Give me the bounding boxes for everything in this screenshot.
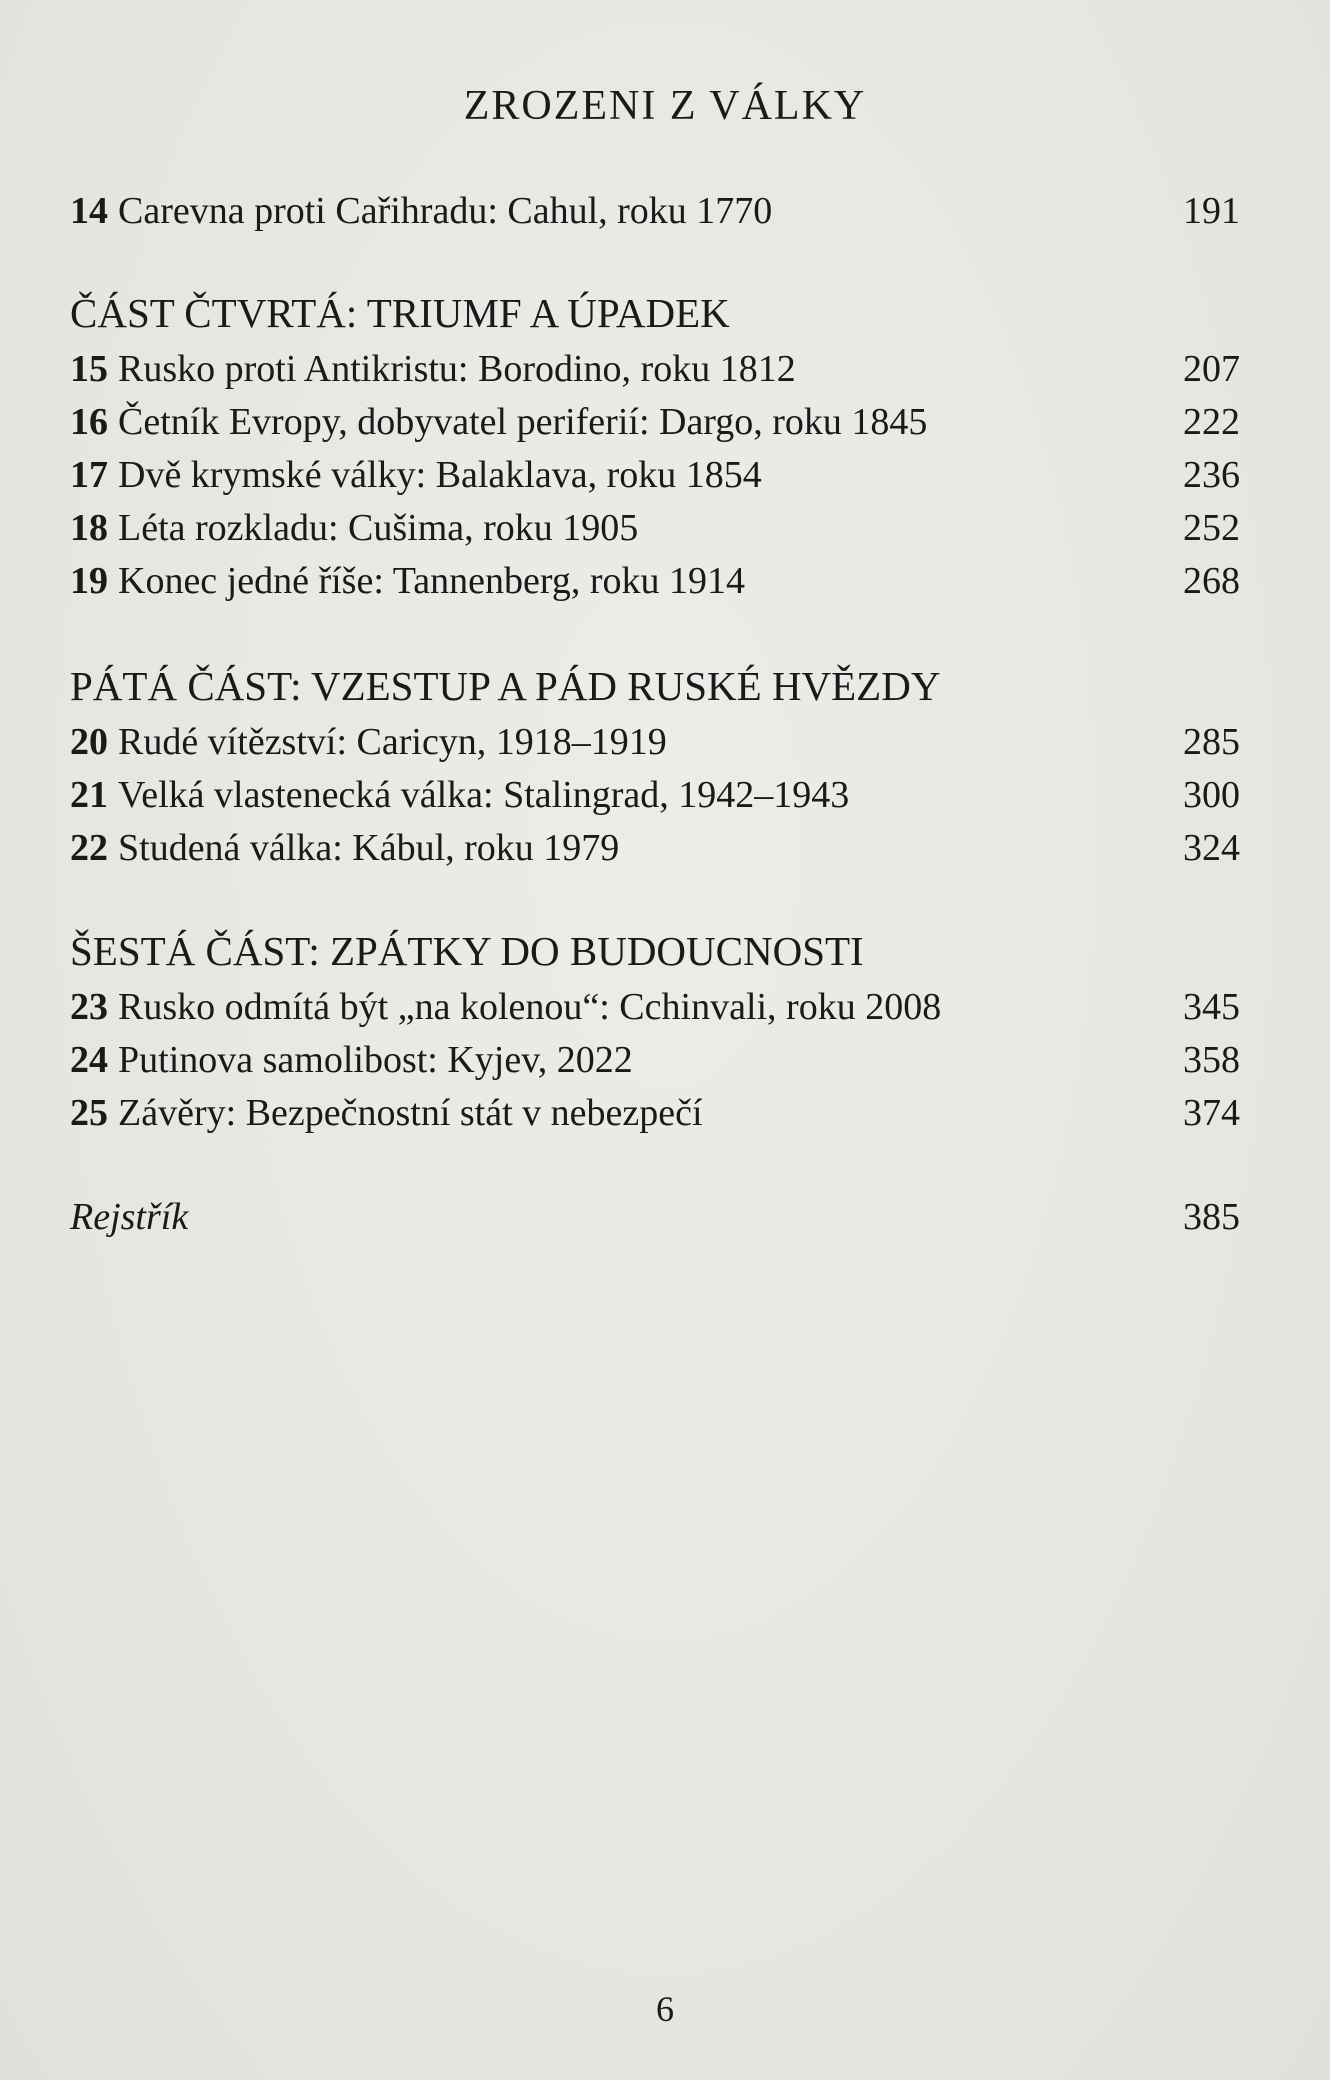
page-number: 358 [1183,1039,1240,1081]
toc-entry[interactable] [70,769,1240,822]
toc-entry[interactable] [70,343,1240,396]
running-head: ZROZENI Z VÁLKY [463,83,867,129]
toc-entry[interactable] [70,449,1240,502]
page-number: 191 [1183,190,1240,232]
page-number: 207 [1183,348,1240,390]
part-heading: ČÁST ČTVRTÁ: TRIUMF A ÚPADEK [70,290,730,336]
chapter-title: Velká vlastenecká válka: Stalingrad, 1942–1943 [118,774,850,816]
chapter-title: Studená válka: Kábul, roku 1979 [118,827,620,869]
page-number: 300 [1183,774,1240,816]
chapter-number: 25 [70,1092,108,1134]
chapter-title: Konec jedné říše: Tannenberg, roku 1914 [118,560,745,602]
toc-entry[interactable] [70,555,1240,608]
chapter-number: 24 [70,1039,108,1081]
chapter-number: 18 [70,507,108,549]
toc-entry[interactable] [70,502,1240,555]
toc-entry[interactable] [70,1087,1240,1140]
chapter-title: Četník Evropy, dobyvatel periferií: Dargo, roku 1845 [118,401,928,443]
chapter-number: 21 [70,774,108,816]
chapter-number: 20 [70,721,108,763]
page-number: 345 [1183,986,1240,1028]
toc-entry-index[interactable] [70,1191,1240,1244]
toc-entry[interactable] [70,981,1240,1034]
page-number: 385 [1183,1196,1240,1238]
toc-block-part3-end [70,185,1240,238]
chapter-title: Rudé vítězství: Caricyn, 1918–1919 [118,721,667,763]
chapter-title: Léta rozkladu: Cušima, roku 1905 [118,507,639,549]
page-number: 374 [1183,1092,1240,1134]
chapter-title: Rusko proti Antikristu: Borodino, roku 1812 [118,348,796,390]
index-title: Rejstřík [70,1196,189,1238]
page-number: 268 [1183,560,1240,602]
chapter-title: Závěry: Bezpečnostní stát v nebezpečí [118,1092,703,1134]
toc-entry[interactable] [70,185,1240,238]
page-number: 236 [1183,454,1240,496]
chapter-number: 16 [70,401,108,443]
page-number: 222 [1183,401,1240,443]
part-heading: PÁTÁ ČÁST: VZESTUP A PÁD RUSKÉ HVĚZDY [70,663,941,709]
toc-entry[interactable] [70,396,1240,449]
chapter-title: Carevna proti Cařihradu: Cahul, roku 1770 [118,190,773,232]
toc-entry[interactable] [70,1034,1240,1087]
toc-part-4 [70,283,1240,608]
chapter-title: Putinova samolibost: Kyjev, 2022 [118,1039,633,1081]
page-number: 285 [1183,721,1240,763]
page-number: 324 [1183,827,1240,869]
chapter-number: 17 [70,454,108,496]
chapter-number: 14 [70,190,108,232]
chapter-number: 19 [70,560,108,602]
toc-entry[interactable] [70,716,1240,769]
folio-page-number: 6 [656,1989,674,2029]
toc-part-5 [70,656,1240,875]
chapter-number: 23 [70,986,108,1028]
toc-part-6 [70,921,1240,1140]
chapter-title: Dvě krymské války: Balaklava, roku 1854 [118,454,762,496]
chapter-number: 22 [70,827,108,869]
toc-index [70,1191,1240,1244]
chapter-title: Rusko odmítá být „na kolenou“: Cchinvali, roku 2008 [118,986,942,1028]
part-heading: ŠESTÁ ČÁST: ZPÁTKY DO BUDOUCNOSTI [70,928,864,974]
chapter-number: 15 [70,348,108,390]
toc-entry[interactable] [70,822,1240,875]
page-number: 252 [1183,507,1240,549]
